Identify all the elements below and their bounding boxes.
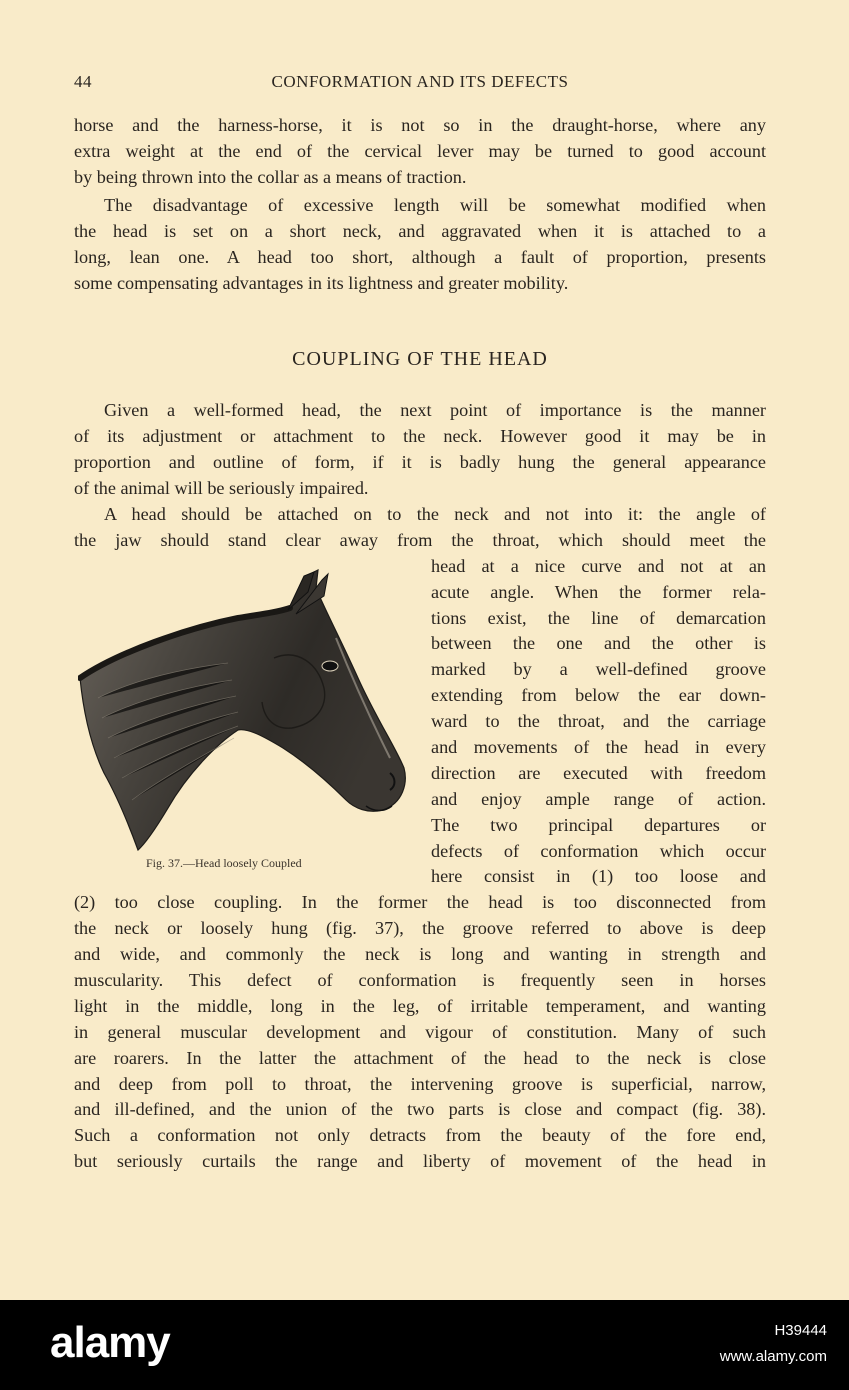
text-line: are roarers. In the latter the attachment of the head to the neck is close: [74, 1047, 766, 1068]
text-line: and wide, and commonly the neck is long and wanting in strength and: [74, 944, 766, 965]
section-heading: COUPLING OF THE HEAD: [292, 348, 548, 370]
figure-caption: Fig. 37.—Head loosely Coupled: [146, 856, 302, 870]
text-line: proportion and outline of form, if it is badly hung the general appearance: [74, 451, 766, 472]
text-line: tions exist, the line of demarcation: [431, 607, 766, 628]
image-id: H39444: [774, 1322, 827, 1339]
brand-url: www.alamy.com: [719, 1348, 827, 1365]
text-line: head at a nice curve and not at an: [431, 555, 766, 576]
text-line: direction are executed with freedom: [431, 762, 766, 783]
text-line: Given a well-formed head, the next point of importance is the manner: [104, 400, 766, 420]
text-line: between the one and the other is: [431, 633, 766, 654]
text-line: defects of conformation which occur: [431, 840, 766, 861]
text-line: Such a conformation not only detracts from the beauty of the fore end,: [74, 1125, 766, 1146]
text-line: of its adjustment or attachment to the neck. However good it may be in: [74, 425, 766, 446]
text-line: and movements of the head in every: [431, 737, 766, 758]
text-line: the jaw should stand clear away from the throat, which should meet the: [74, 529, 766, 550]
text-line: extending from below the ear down-: [431, 685, 766, 706]
text-line: the head is set on a short neck, and aggravated when it is attached to a: [74, 220, 766, 241]
text-line: The disadvantage of excessive length will be somewhat modified when: [104, 195, 766, 215]
text-line: A head should be attached on to the neck and not into it: the angle of: [104, 504, 766, 524]
horse-head-illustration: [78, 568, 408, 858]
page-number: 44: [74, 72, 92, 91]
text-line: and enjoy ample range of action.: [431, 788, 766, 809]
horse-head-drawing: [78, 568, 408, 858]
text-line: The two principal departures or: [431, 814, 766, 835]
text-line: (2) too close coupling. In the former the head is too disconnected from: [74, 892, 766, 913]
text-line: marked by a well-defined groove: [431, 659, 766, 680]
running-header: [74, 72, 766, 96]
paragraph-disadvantage: [74, 193, 766, 297]
text-line: here consist in (1) too loose and: [431, 866, 766, 887]
text-line: the neck or loosely hung (fig. 37), the groove referred to above is deep: [74, 918, 766, 939]
text-line: and ill-defined, and the union of the two parts is close and compact (fig. 38).: [74, 1099, 766, 1120]
text-line: and deep from poll to throat, the intervening groove is superficial, narrow,: [74, 1073, 766, 1094]
text-line: in general muscular development and vigour of constitution. Many of such: [74, 1021, 766, 1042]
paragraph-continued: [74, 113, 766, 191]
paragraph-given: [74, 398, 766, 502]
text-line: ward to the throat, and the carriage: [431, 711, 766, 732]
text-line: light in the middle, long in the leg, of irritable temperament, and wanting: [74, 995, 766, 1016]
text-line: long, lean one. A head too short, although a fault of proportion, presents: [74, 246, 766, 267]
text-line: some compensating advantages in its lightness and greater mobility.: [74, 272, 569, 293]
text-line: horse and the harness-horse, it is not so in the draught-horse, where any: [74, 115, 766, 135]
watermark-bar: [0, 1300, 849, 1390]
running-title: CONFORMATION AND ITS DEFECTS: [271, 72, 569, 91]
text-line: of the animal will be seriously impaired.: [74, 477, 369, 498]
text-line: muscularity. This defect of conformation is frequently seen in horses: [74, 970, 766, 991]
text-line: extra weight at the end of the cervical lever may be turned to good account: [74, 140, 766, 161]
brand-logo: alamy: [50, 1318, 170, 1367]
text-line: by being thrown into the collar as a means of traction.: [74, 166, 467, 187]
text-line: acute angle. When the former rela-: [431, 581, 766, 602]
text-line: but seriously curtails the range and liberty of movement of the head in: [74, 1151, 766, 1172]
